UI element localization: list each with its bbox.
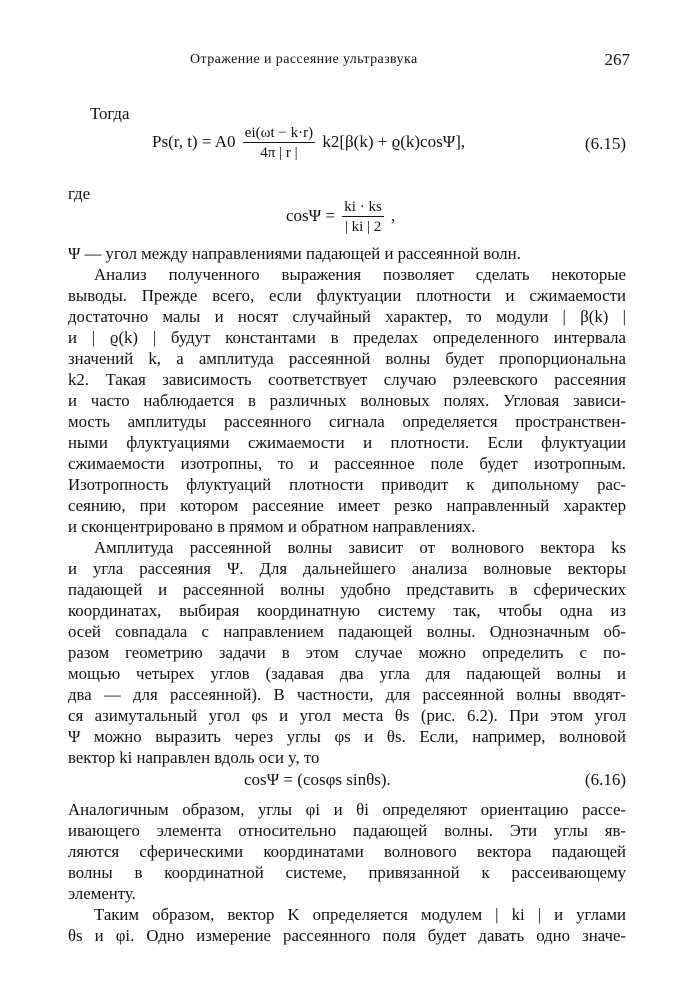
text-line: Анализ полученного выражения позволяет сделать некоторые xyxy=(94,265,626,284)
text-line: сжимаемости изотропны, то и рассеянное поле будет изотропным. xyxy=(68,454,626,473)
eq-6-15-numerator: ei(ωt − k·r) xyxy=(244,125,314,141)
text-line: k2. Такая зависимость соответствует случаю рэлеевского рассеяния xyxy=(68,370,626,389)
page-header xyxy=(90,50,630,74)
text-line: элементу. xyxy=(68,884,136,903)
text-line: Изотропность флуктуаций плотности приводит к дипольному рас- xyxy=(68,475,626,494)
text-line: мость амплитуды рассеянного сигнала определяется пространствен- xyxy=(68,412,626,431)
text-line: падающей и рассеянной волны удобно представить в сферических xyxy=(68,580,626,599)
text-line: Ψ — угол между направлениями падающей и рассеянной волн. xyxy=(68,244,521,263)
eq-6-15-lhs: Ps(r, t) = A0 xyxy=(152,131,236,151)
where-word: где xyxy=(68,184,91,203)
eq-cos-numerator: ki · ks xyxy=(344,199,382,215)
eq-6-15-denominator: 4π | r | xyxy=(243,142,315,162)
page-number: 267 xyxy=(604,50,630,69)
intro-word: Тогда xyxy=(90,104,130,123)
text-line: Амплитуда рассеянной волны зависит от волнового вектора ks xyxy=(94,538,626,557)
text-line: волны в координатной системе, привязанной к рассеивающему xyxy=(68,863,626,882)
text-line: и сконцентрировано в прямом и обратном направлениях. xyxy=(68,517,476,536)
text-line: выводы. Прежде всего, если флуктуации плотности и сжимаемости xyxy=(68,286,626,305)
text-line: мощью четырех углов (задавая два угла для падающей волны и xyxy=(68,664,626,683)
eq-6-15-number: (6.15) xyxy=(584,134,626,153)
text-line: ляются сферическими координатами волнового вектора падающей xyxy=(68,842,626,861)
text-line: Аналогичным образом, углы φi и θi определяют ориентацию рассе- xyxy=(68,800,626,819)
text-line: θs и φi. Одно измерение рассеянного поля будет давать одно значе- xyxy=(68,926,626,945)
equation-cos-psi xyxy=(286,198,395,236)
eq-cos-denominator: | ki | 2 xyxy=(342,216,384,236)
text-line: Ψ можно выразить через углы φs и θs. Если, например, волновой xyxy=(68,727,626,746)
equation-6-15 xyxy=(152,124,465,162)
text-line: и часто наблюдается в различных волновых полях. Угловая зависи- xyxy=(68,391,626,410)
text-line: ся азимутальный угол φs и угол места θs (рис. 6.2). При этом угол xyxy=(68,706,626,725)
eq-6-15-rhs: k2[β(k) + ϱ(k)cosΨ], xyxy=(322,131,466,151)
text-line: и угла рассеяния Ψ. Для дальнейшего анализа волновые векторы xyxy=(68,559,626,578)
text-line: вектор ki направлен вдоль оси y, то xyxy=(68,748,320,767)
text-line: ными флуктуациями сжимаемости и плотности. Если флуктуации xyxy=(68,433,626,452)
equation-6-16: cosΨ = (cosφs sinθs). xyxy=(244,770,391,789)
text-line: значений k, а амплитуда рассеянной волны будет пропорциональна xyxy=(68,349,626,368)
text-line: достаточно малы и носят случайный характер, то модули | β(k) | xyxy=(68,307,626,326)
text-line: ивающего элемента относительно падающей волны. Эти углы яв- xyxy=(68,821,626,840)
text-line: координатах, выбирая координатную систему так, чтобы одна из xyxy=(68,601,626,620)
eq-cos-fraction xyxy=(342,198,384,236)
eq-6-15-fraction xyxy=(243,124,315,162)
text-line: и | ϱ(k) | будут константами в пределах определенного интервала xyxy=(68,328,626,347)
text-line: два — для рассеянной). В частности, для рассеянной волны вводят- xyxy=(68,685,626,704)
text-line: осей совпадала с направлением падающей волны. Однозначным об- xyxy=(68,622,626,641)
eq-cos-lhs: cosΨ = xyxy=(286,205,336,225)
eq-6-16-number: (6.16) xyxy=(584,770,626,789)
eq-cos-tail: , xyxy=(391,205,396,225)
text-line: Таким образом, вектор K определяется модулем | ki | и углами xyxy=(94,905,626,924)
text-line: разом геометрию задачи в этом случае можно определить с по- xyxy=(68,643,626,662)
running-title: Отражение и рассеяние ультразвука xyxy=(190,52,418,67)
text-line: сеянию, при котором рассеяние имеет резко направленный характер xyxy=(68,496,626,515)
